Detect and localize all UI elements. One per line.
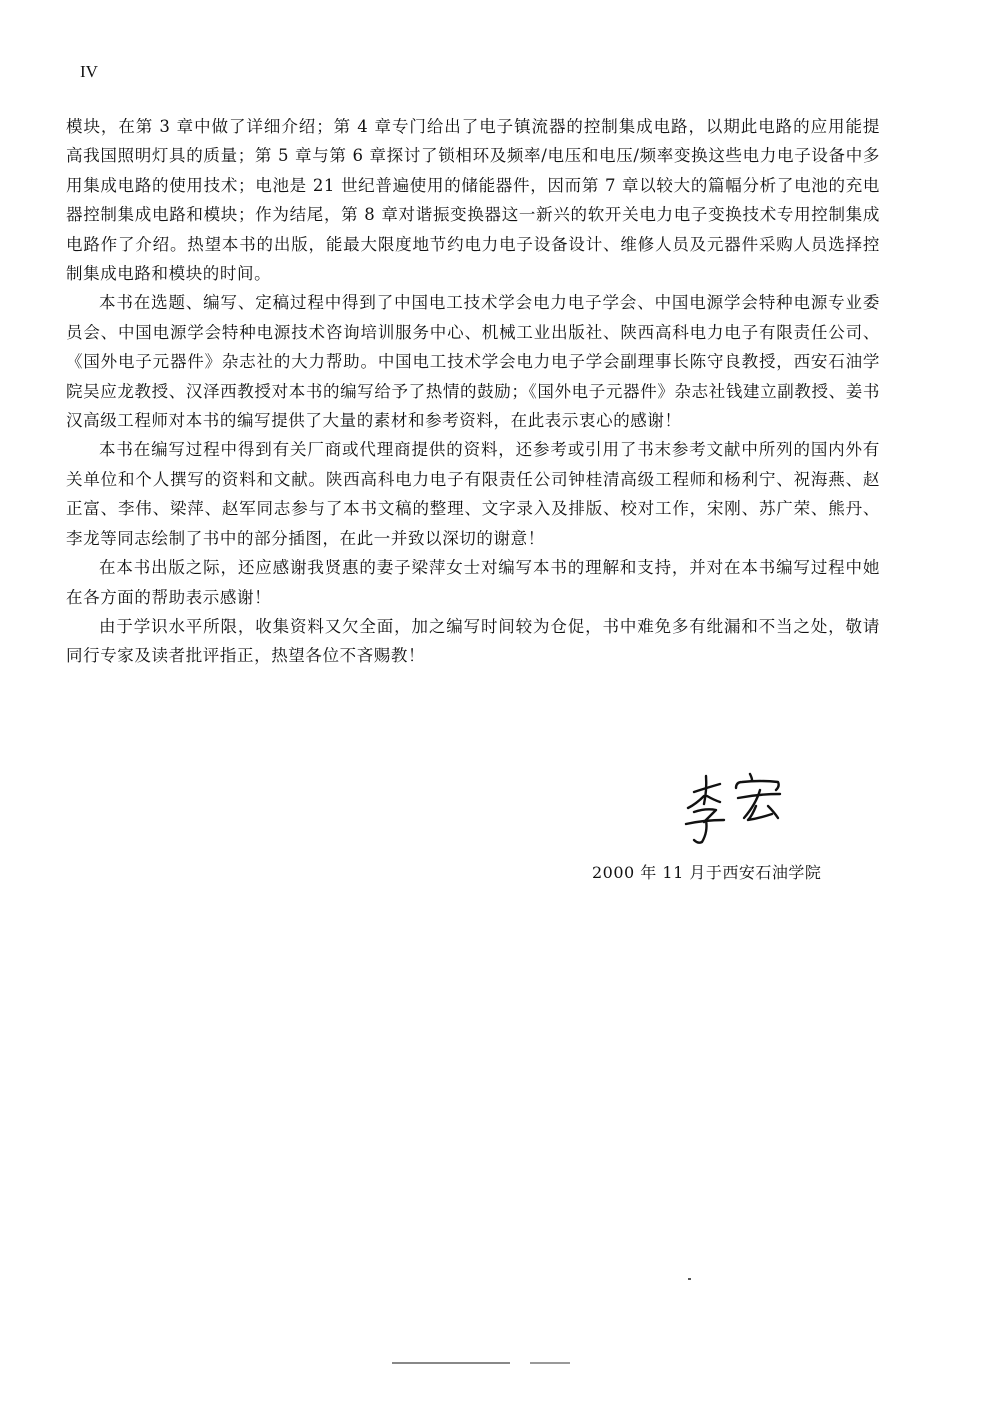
preface-body [66, 112, 880, 671]
scan-artifact [392, 1362, 510, 1364]
paragraph: 在本书出版之际，还应感谢我贤惠的妻子梁萍女士对编写本书的理解和支持，并对在本书编写过程中她在各方面的帮助表示感谢！ [66, 558, 880, 607]
scan-artifact [530, 1362, 570, 1364]
signature-date-place: 2000 年 11 月于西安石油学院 [592, 863, 822, 882]
paragraph: 由于学识水平所限，收集资料又欠全面，加之编写时间较为仓促，书中难免多有纰漏和不当之处，敬请同行专家及读者批评指正，热望各位不吝赐教！ [66, 616, 880, 666]
page-number: IV [80, 62, 98, 81]
paragraph: 模块，在第 3 章中做了详细介绍；第 4 章专门给出了电子镇流器的控制集成电路，以期此电路的应用能提高我国照明灯具的质量；第 5 章与第 6 章探讨了锁相环及频率/电压和电压/频率变换这些电力电子设备中多用集成电路的使用技术；电池是 21 世纪普遍使用的储能器件，因而第 7 章以较大的篇幅分析了电池的充电器控制集成电路和模块；作为结尾，第 8 章对谐振变换器这一新兴的软开关电力电子变换技术专用控制集成电路作了介绍。热望本书的出版，能最大限度地节约电力电子设备设计、维修人员及元器件采购人员选择控制集成电路和模块的时间。 [66, 117, 880, 284]
author-signature [680, 770, 800, 850]
paragraph: 本书在编写过程中得到有关厂商或代理商提供的资料，还参考或引用了书末参考文献中所列的国内外有关单位和个人撰写的资料和文献。陕西高科电力电子有限责任公司钟桂清高级工程师和杨利宁、祝海燕、赵正富、李伟、梁萍、赵军同志参与了本书文稿的整理、文字录入及排版、校对工作，宋刚、苏广荣、熊丹、李龙等同志绘制了书中的部分插图，在此一并致以深切的谢意！ [66, 440, 880, 548]
paragraph: 本书在选题、编写、定稿过程中得到了中国电工技术学会电力电子学会、中国电源学会特种电源专业委员会、中国电源学会特种电源技术咨询培训服务中心、机械工业出版社、陕西高科电力电子有限责任公司、《国外电子元器件》杂志社的大力帮助。中国电工技术学会电力电子学会副理事长陈守良教授，西安石油学院吴应龙教授、汉泽西教授对本书的编写给予了热情的鼓励；《国外电子元器件》杂志社钱建立副教授、姜书汉高级工程师对本书的编写提供了大量的素材和参考资料，在此表示衷心的感谢！ [66, 293, 880, 431]
scan-artifact [688, 1278, 691, 1280]
